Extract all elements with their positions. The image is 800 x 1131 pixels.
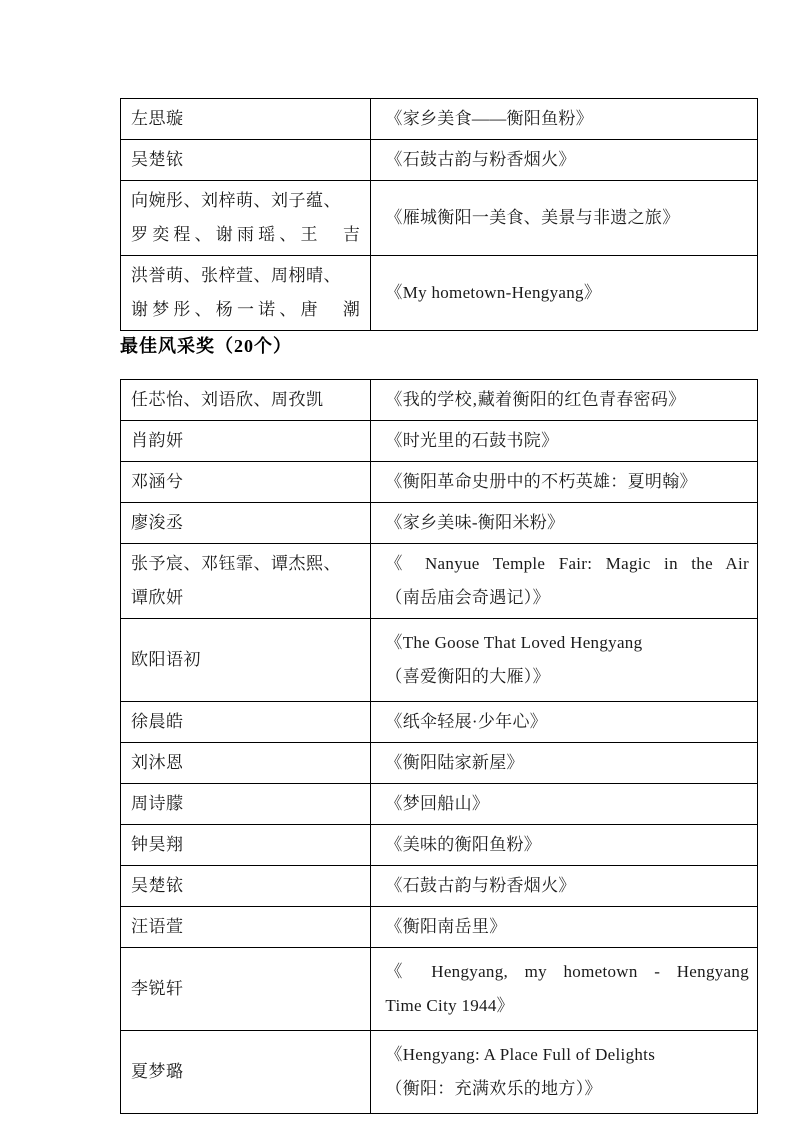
table-row [121,784,758,825]
author-cell [121,462,371,503]
author-line: 肖韵妍 [131,431,184,450]
author-cell [121,1031,371,1114]
work-title-cell [371,181,758,256]
work-title-line: 《衡阳南岳里》 [385,917,507,936]
work-title-line: 《Hengyang: A Place Full of Delights [385,1045,656,1064]
work-title-cell [371,825,758,866]
author-cell [121,825,371,866]
table-row [121,544,758,619]
work-title-line: Time City 1944》 [385,996,514,1015]
author-line: 洪誉萌、张梓萱、周栩晴、 [131,266,341,285]
author-cell [121,256,371,331]
author-line: 汪语萱 [131,917,184,936]
work-title-line: 《衡阳革命史册中的不朽英雄：夏明翰》 [385,472,697,491]
author-line: 谭欣妍 [131,588,184,607]
work-title-line: （衡阳：充满欢乐的地方）》 [385,1079,602,1098]
work-title-cell [371,462,758,503]
table-row [121,256,758,331]
author-cell [121,544,371,619]
author-line: 夏梦璐 [131,1062,184,1081]
author-line: 向婉彤、刘梓萌、刘子蕴、 [131,191,341,210]
author-cell [121,743,371,784]
author-line: 刘沐恩 [131,753,184,772]
table-row [121,743,758,784]
work-title-cell [371,544,758,619]
author-line: 钟昊翔 [131,835,184,854]
work-title-line: 《石鼓古韵与粉香烟火》 [385,876,576,895]
author-cell [121,140,371,181]
author-line: 周诗朦 [131,794,184,813]
work-title-line: 《衡阳陆家新屋》 [385,753,524,772]
author-line: 张予宸、邓钰霏、谭杰熙、 [131,554,341,573]
work-title-cell [371,702,758,743]
section-heading-best-style-award: 最佳风采奖（20个） [120,336,292,356]
table-row [121,907,758,948]
table-row [121,1031,758,1114]
work-title-cell [371,1031,758,1114]
author-cell [121,907,371,948]
table-row [121,140,758,181]
work-title-line: 《我的学校‚藏着衡阳的红色青春密码》 [385,390,686,409]
work-title-cell [371,866,758,907]
work-title-line: 《 Hengyang, my hometown - Hengyang [385,962,749,981]
author-cell [121,702,371,743]
table-row [121,421,758,462]
work-title-cell [371,421,758,462]
work-title-line: 《纸伞轻展·少年心》 [385,712,548,731]
author-line: 廖浚丞 [131,513,184,532]
work-title-cell [371,743,758,784]
table-row [121,462,758,503]
author-cell [121,948,371,1031]
work-title-cell [371,256,758,331]
work-title-line: 《时光里的石鼓书院》 [385,431,559,450]
work-title-cell [371,619,758,702]
work-title-cell [371,140,758,181]
table-row [121,702,758,743]
author-cell [121,181,371,256]
author-line: 欧阳语初 [131,650,201,669]
work-title-line: 《家乡美食——衡阳鱼粉》 [385,109,593,128]
work-title-cell [371,948,758,1031]
table-row [121,948,758,1031]
winners-table-top [120,98,758,331]
work-title-cell [371,503,758,544]
work-title-line: 《雁城衡阳一美食、美景与非遗之旅》 [385,208,680,227]
winners-table-best-style-award [120,379,758,1114]
author-line: 吴楚铱 [131,876,184,895]
author-line: 左思璇 [131,109,184,128]
table-row [121,99,758,140]
author-cell [121,619,371,702]
work-title-cell [371,784,758,825]
work-title-cell [371,99,758,140]
table-row [121,866,758,907]
author-line: 邓涵兮 [131,472,184,491]
author-line: 吴楚铱 [131,150,184,169]
author-line: 谢梦彤、杨一诺、唐 潮 [131,300,361,319]
table-row [121,503,758,544]
work-title-line: （南岳庙会奇遇记）》 [385,588,550,607]
table-row [121,825,758,866]
work-title-cell [371,907,758,948]
author-cell [121,503,371,544]
table-row [121,380,758,421]
author-cell [121,99,371,140]
work-title-line: （喜爱衡阳的大雁）》 [385,667,550,686]
author-cell [121,421,371,462]
table-row [121,181,758,256]
work-title-line: 《The Goose That Loved Hengyang [385,633,643,652]
author-cell [121,380,371,421]
author-line: 徐晨皓 [131,712,184,731]
work-title-line: 《 Nanyue Temple Fair: Magic in the Air [385,554,749,573]
work-title-line: 《石鼓古韵与粉香烟火》 [385,150,576,169]
author-line: 罗奕程、谢雨瑶、王 吉 [131,225,361,244]
work-title-cell [371,380,758,421]
work-title-line: 《家乡美味-衡阳米粉》 [385,513,565,532]
author-line: 任芯怡、刘语欣、周孜凯 [131,390,324,409]
work-title-line: 《梦回船山》 [385,794,490,813]
author-cell [121,784,371,825]
work-title-line: 《My hometown-Hengyang》 [385,283,602,302]
author-cell [121,866,371,907]
work-title-line: 《美味的衡阳鱼粉》 [385,835,542,854]
author-line: 李锐轩 [131,979,184,998]
table-row [121,619,758,702]
